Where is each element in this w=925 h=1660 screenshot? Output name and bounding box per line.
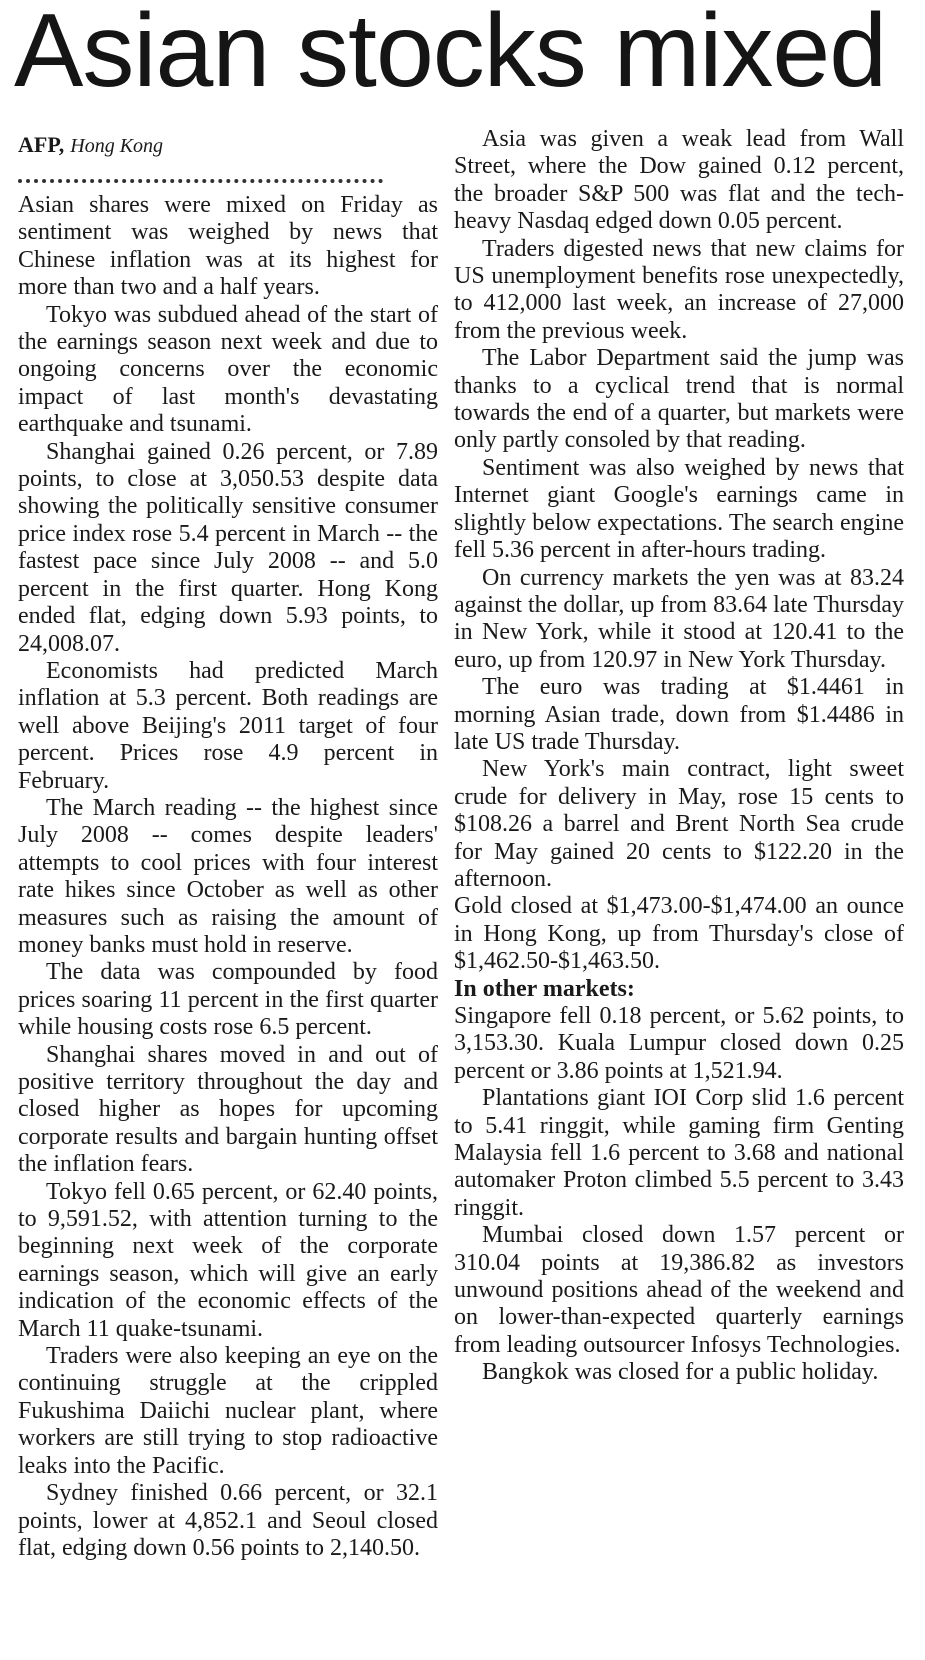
paragraph: On currency markets the yen was at 83.24 against the dollar, up from 83.64 late Thursday in New York, while it stood at 120.41 to the euro, up from 120.97 in New York Thursday. bbox=[454, 564, 904, 673]
paragraph: The euro was trading at $1.4461 in morning Asian trade, down from $1.4486 in late US trade Thursday. bbox=[454, 674, 904, 755]
headline: Asian stocks mixed bbox=[14, 0, 887, 109]
dotted-divider bbox=[18, 165, 383, 183]
subheading: In other markets: bbox=[454, 975, 635, 1002]
paragraph: Traders were also keeping an eye on the continuing struggle at the crippled Fukushima Daiichi nuclear plant, where workers are still trying to stop radioactive leaks into the Pacific. bbox=[18, 1343, 438, 1479]
paragraph: Asia was given a weak lead from Wall Street, where the Dow gained 0.12 percent, the broader S&P 500 was flat and the tech-heavy Nasdaq edged down 0.05 percent. bbox=[454, 126, 904, 235]
article-column-right bbox=[454, 126, 904, 1387]
paragraph: New York's main contract, light sweet crude for delivery in May, rose 15 cents to $108.26 a barrel and Brent North Sea crude for May gained 20 cents to $122.20 in the afternoon. bbox=[454, 756, 904, 892]
paragraph: The March reading -- the highest since July 2008 -- comes despite leaders' attempts to cool prices with four interest rate hikes since October as well as other measures such as raising the amount of money banks must hold in reserve. bbox=[18, 794, 438, 958]
byline-agency: AFP, bbox=[18, 132, 65, 157]
paragraph: The Labor Department said the jump was thanks to a cyclical trend that is normal towards the end of a quarter, but markets were only partly consoled by that reading. bbox=[454, 345, 904, 454]
paragraph: Mumbai closed down 1.57 percent or 310.04 points at 19,386.82 as investors unwound positions ahead of the weekend and on lower-than-expected quarterly earnings from leading outsourcer Infosys Technologies. bbox=[454, 1222, 904, 1358]
article-column-left bbox=[18, 130, 438, 1562]
byline-location: Hong Kong bbox=[70, 135, 164, 157]
paragraph: Sydney finished 0.66 percent, or 32.1 points, lower at 4,852.1 and Seoul closed flat, edging down 0.56 points to 2,140.50. bbox=[18, 1480, 438, 1561]
paragraph-gold: Gold closed at $1,473.00-$1,474.00 an ounce in Hong Kong, up from Thursday's close of $1,462.50-$1,463.50. bbox=[454, 893, 904, 975]
paragraph: Shanghai gained 0.26 percent, or 7.89 points, to close at 3,050.53 despite data showing the politically sensitive consumer price index rose 5.4 percent in March -- the fastest pace since July 2008 -- and 5.0 percent in the first quarter. Hong Kong ended flat, edging down 5.93 points, to 24,008.07. bbox=[18, 438, 438, 657]
paragraph: Singapore fell 0.18 percent, or 5.62 points, to 3,153.30. Kuala Lumpur closed down 0.25 percent or 3.86 points at 1,521.94. bbox=[454, 1003, 904, 1084]
paragraph: Economists had predicted March inflation at 5.3 percent. Both readings are well above Beijing's 2011 target of four percent. Prices rose 4.9 percent in February. bbox=[18, 657, 438, 794]
byline bbox=[18, 130, 438, 161]
paragraph: Bangkok was closed for a public holiday. bbox=[482, 1359, 879, 1386]
paragraph: The data was compounded by food prices soaring 11 percent in the first quarter while housing costs rose 6.5 percent. bbox=[18, 959, 438, 1041]
paragraph: Tokyo was subdued ahead of the start of the earnings season next week and due to ongoing concerns over the economic impact of last month's devastating earthquake and tsunami. bbox=[18, 301, 438, 438]
paragraph: Plantations giant IOI Corp slid 1.6 percent to 5.41 ringgit, while gaming firm Genting Malaysia fell 1.6 percent to 3.68 and national automaker Proton climbed 5.5 percent to 3.43 ringgit. bbox=[454, 1085, 904, 1221]
paragraph: Tokyo fell 0.65 percent, or 62.40 points, to 9,591.52, with attention turning to the beginning next week of the corporate earnings season, which will give an early indication of the economic effects of the March 11 quake-tsunami. bbox=[18, 1178, 438, 1342]
paragraph: Sentiment was also weighed by news that Internet giant Google's earnings came in slightly below expectations. The search engine fell 5.36 percent in after-hours trading. bbox=[454, 454, 904, 564]
paragraph: Traders digested news that new claims for US unemployment benefits rose unexpectedly, to 412,000 last week, an increase of 27,000 from the previous week. bbox=[454, 235, 904, 344]
paragraph: Shanghai shares moved in and out of positive territory throughout the day and closed higher as hopes for upcoming corporate results and bargain hunting offset the inflation fears. bbox=[18, 1041, 438, 1178]
paragraph: Asian shares were mixed on Friday as sentiment was weighed by news that Chinese inflation was at its highest for more than two and a half years. bbox=[18, 192, 438, 301]
